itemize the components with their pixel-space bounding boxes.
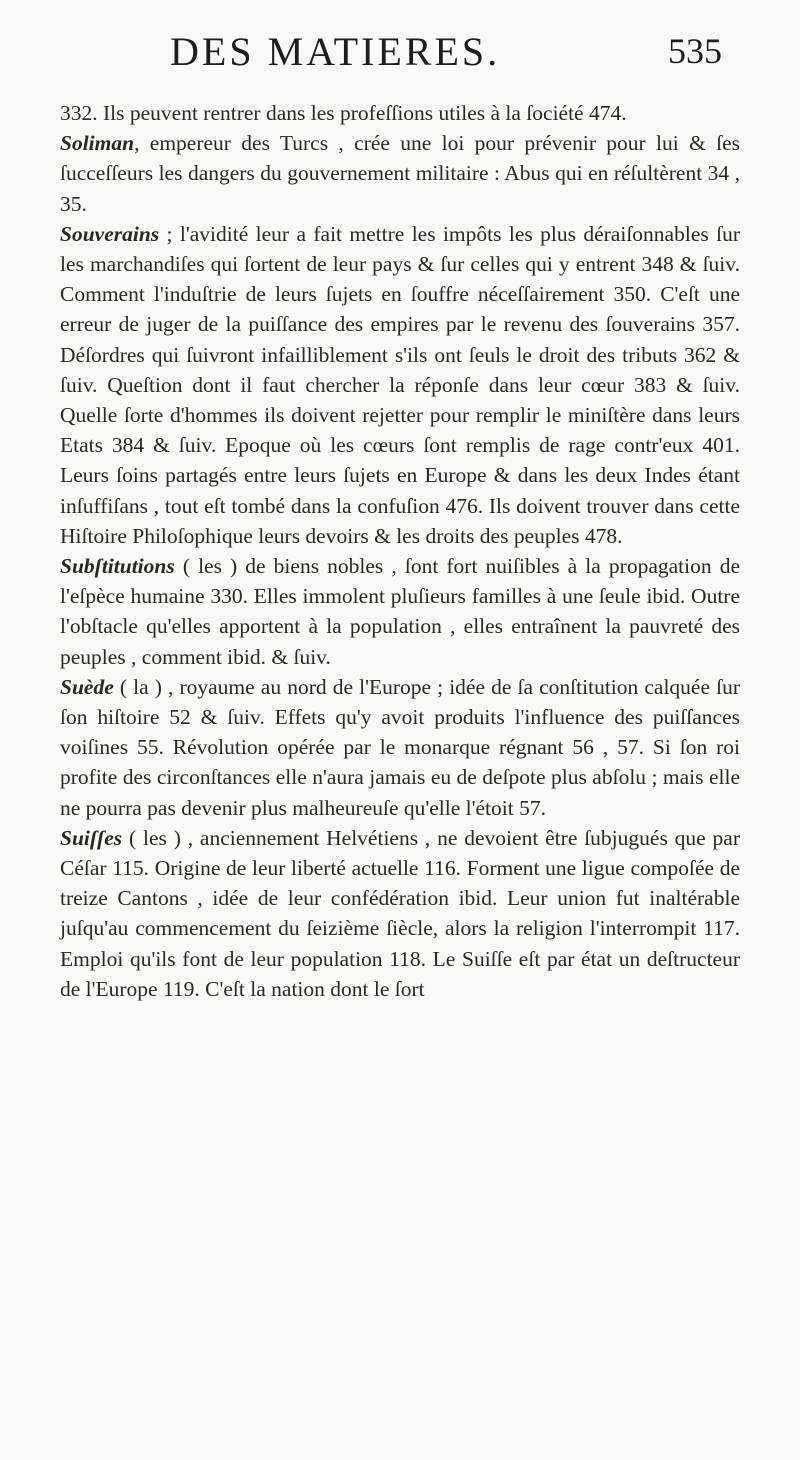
entry-headword: Soliman (60, 131, 135, 156)
entry-text: ; l'avidité leur a fait mettre les impôts les plus déraiſonnables ſur les marchandiſes qui ſortent de leur pays & ſur celles qui y entrent 348 & ſuiv. Comment l'induſtrie de leurs ſujets en ſouffre néceſſairement 350. C'eſt une erreur de juger de la puiſſance des empires par le revenu des ſouverains 357. Déſordres qui ſuivront infailliblement s'ils ont ſeuls le droit des tributs 362 & ſuiv. Queſtion dont il faut chercher la réponſe dans leur cœur 383 & ſuiv. Quelle ſorte d'hommes ils doivent rejetter pour remplir le miniſtère dans leurs Etats 384 & ſuiv. Epoque où les cœurs ſont remplis de rage contr'eux 401. Leurs ſoins partagés entre leurs ſujets en Europe & dans les deux Indes étant inſuffiſans , tout eſt tombé dans la confuſion 476. Ils doivent trouver dans cette Hiſtoire Philoſophique leurs devoirs & les droits des peuples 478. (60, 221, 740, 548)
entry-headword: Suiſſes (60, 825, 123, 850)
entry-text: ( les ) de biens nobles , ſont fort nuiſibles à la propagation de l'eſpèce humaine 330. Elles immolent pluſieurs familles à une ſeule ibid. Outre l'obſtacle qu'elles apportent à la population , elles entraînent la pauvreté des peuples , comment ibid. & ſuiv. (60, 554, 740, 669)
index-entry-soliman (60, 128, 740, 219)
entry-text: 332. Ils peuvent rentrer dans les profeſſions utiles à la ſociété 474. (60, 101, 627, 125)
running-head (0, 28, 800, 88)
index-entry-continuation (60, 98, 740, 128)
entry-text: ( les ) , anciennement Helvétiens , ne devoient être ſubjugués que par Céſar 115. Origine de leur liberté actuelle 116. Forment une ligue compoſée de treize Cantons , idée de leur confédération ibid. Leur union fut inaltérable juſqu'au commencement du ſeizième ſiècle, alors la religion l'interrompit 117. Emploi qu'ils font de leur population 118. Le Suiſſe eſt par état un deſtructeur de l'Europe 119. C'eſt la nation dont le ſort (60, 825, 740, 1001)
running-title: DES MATIERES. (170, 29, 501, 74)
entry-text: , empereur des Turcs , crée une loi pour prévenir pour lui & ſes ſucceſſeurs les dangers du gouvernement militaire : Abus qui en réſultèrent 34 , 35. (60, 131, 740, 216)
page-number: 535 (668, 31, 722, 71)
entry-headword: Souverains (60, 221, 160, 246)
index-entry-suisses (60, 823, 740, 1004)
entry-text: ( la ) , royaume au nord de l'Europe ; idée de ſa conſtitution calquée ſur ſon hiſtoire 52 & ſuiv. Effets qu'y avoit produits l'influence des puiſſances voiſines 55. Révolution opérée par le monarque régnant 56 , 57. Si ſon roi profite des circonſtances elle n'aura jamais eu de deſpote plus abſolu ; mais elle ne pourra pas devenir plus malheureuſe qu'elle l'étoit 57. (60, 674, 740, 820)
entry-headword: Suède (60, 674, 114, 699)
index-entry-substitutions (60, 551, 740, 672)
entry-headword: Subſtitutions (60, 554, 175, 579)
index-entry-souverains (60, 219, 740, 551)
index-entry-suede (60, 672, 740, 823)
index-body (60, 98, 740, 1004)
